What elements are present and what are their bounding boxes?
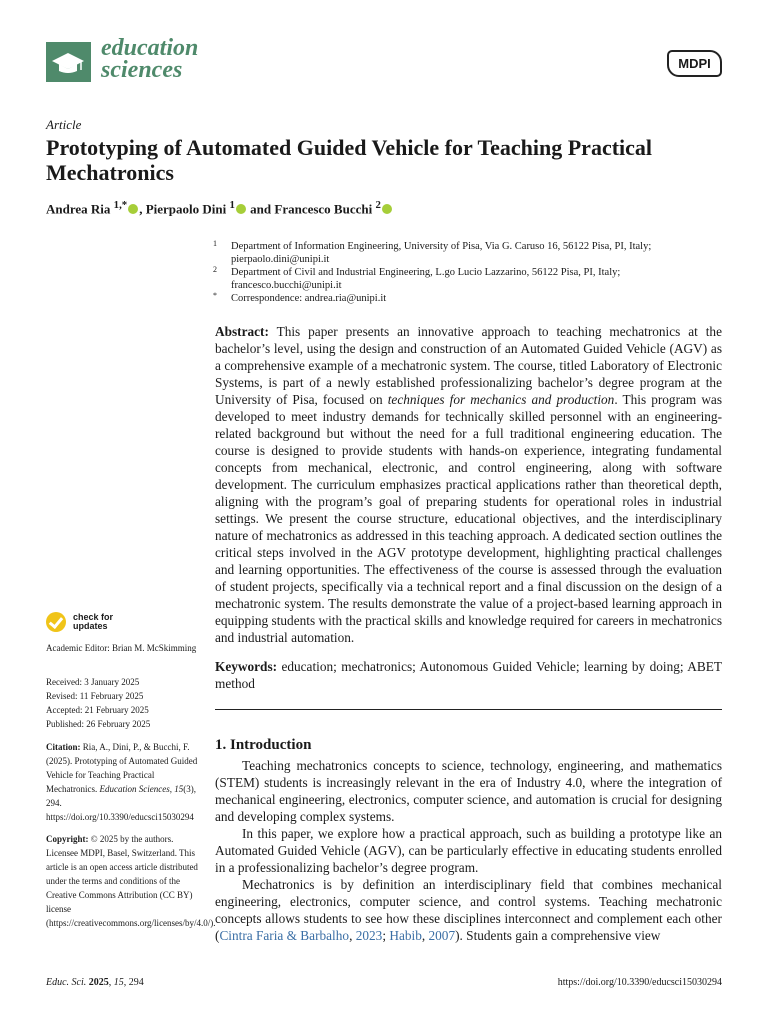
orcid-icon[interactable] — [382, 204, 392, 214]
affiliation-mark: * — [213, 291, 217, 300]
keywords-text: education; mechatronics; Autonomous Guided Vehicle; learning by doing; ABET method — [215, 659, 722, 691]
abstract-label: Abstract: — [215, 324, 269, 339]
paragraph: In this paper, we explore how a practical approach, such as building a prototype like an Automated Guided Vehicle (AGV), can be particularly effective in educating students enrolled in a professionalizing bachelor’s degree program. — [215, 826, 722, 875]
checkmark-icon — [46, 612, 66, 632]
citation-block — [46, 740, 206, 824]
affiliation-item — [213, 266, 733, 292]
introduction-body — [215, 757, 722, 944]
article-title: Prototyping of Automated Guided Vehicle for Teaching Practical Mechatronics — [46, 135, 653, 185]
author-list — [46, 199, 393, 217]
abstract — [215, 323, 722, 646]
affiliation-mark: 1 — [213, 239, 217, 248]
copyright-block — [46, 832, 216, 930]
author-separator: and — [246, 201, 275, 217]
citation-link[interactable]: 2023 — [355, 928, 383, 943]
footer-doi-link[interactable]: https://doi.org/10.3390/educsci15030294 — [557, 977, 722, 988]
section-heading: 1. Introduction — [215, 737, 312, 753]
keywords — [215, 658, 722, 692]
journal-name-line2: sciences — [101, 57, 183, 83]
footer-article-no: , 294 — [123, 977, 144, 988]
mdpi-logo: MDPI — [667, 50, 722, 77]
author-name[interactable]: Francesco Bucchi — [274, 201, 373, 217]
journal-name-line1: education — [101, 35, 199, 61]
citation-text: Ria, A., Dini, P., & Bucchi, F. (2025). Prototyping of Automated Guided Vehicle for Teaching Practical Mechatronics. — [46, 742, 198, 794]
orcid-icon[interactable] — [128, 204, 138, 214]
orcid-icon[interactable] — [236, 204, 246, 214]
citation-journal: Education Sciences, 15 — [99, 784, 184, 794]
citation-label: Citation: — [46, 742, 81, 752]
abstract-text: This paper presents an innovative approach to teaching mechatronics at the bachelor’s level, using the design and construction of an Automated Guided Vehicle (AGV) as a comprehensive example of a mechatronic system. The course, titled Laboratory of Electronic Systems, is part of a newly established professionalizing bachelor’s degree program at the University of Pisa, focused on — [215, 324, 722, 407]
abstract-text: . This program was developed to meet industry demands for technically skilled personnel with an engineering-related background but without the need for a full traditional engineering education. The course is designed to provide students with hands-on experience, integrating fundamental concepts from mechanical, electronic, and control engineering, along with software development. The curriculum emphasizes practical applications rather than theoretical depth, aligning with the program’s goal of preparing students for operational roles in industrial settings. We present the course structure, educational objectives, and the interdisciplinary nature of mechatronics as addressed in this teaching approach. A dedicated section outlines the critical steps involved in the AGV prototype development, highlighting practical challenges and learning opportunities. The effectiveness of the course is assessed through the evaluation of student projects, specifically via a technical report and a final discussion on the design of a mechatronic system. The results demonstrate the value of a project-based learning approach in equipping students with the practical skills and knowledge required for careers in mechatronics and industrial automation. — [215, 392, 722, 645]
abstract-emphasis: techniques for mechanics and production — [387, 392, 615, 407]
author-affil-mark: 1,* — [113, 199, 128, 211]
check-for-updates-badge[interactable] — [46, 612, 113, 632]
academic-editor: Academic Editor: Brian M. McSkimming — [46, 643, 197, 653]
accepted-date: Accepted: 21 February 2025 — [46, 705, 149, 715]
published-date: Published: 26 February 2025 — [46, 719, 151, 729]
section-divider — [215, 709, 722, 710]
footer-journal-ref: Educ. Sci. 2025, 15, 294 — [46, 977, 144, 988]
affiliation-item — [213, 240, 733, 266]
affiliation-text: Department of Information Engineering, University of Pisa, Via G. Caruso 16, 56122 Pisa, PI, Italy; pierpaolo.dini@unipi.it — [231, 241, 652, 265]
paragraph: Teaching mechatronics concepts to science, technology, engineering, and mathematics (STEM) students is increasingly relevant in the era of Industry 4.0, where the integration of mechanical engineering, electronics, computer science, and automation is crucial for designing and developing complex systems. — [215, 758, 722, 824]
received-date: Received: 3 January 2025 — [46, 677, 140, 687]
footer-volume: 15 — [113, 977, 124, 988]
footer-journal-abbr: Educ. Sci. — [46, 977, 87, 988]
copyright-text: © 2025 by the authors. Licensee MDPI, Basel, Switzerland. This article is an open access article distributed under the terms and conditions of the Creative Commons Attribution (CC BY) license (https://creativecommons.org/licenses/by/4.0/). — [46, 834, 216, 928]
check-for-updates-label — [73, 613, 113, 631]
affiliation-item — [213, 292, 733, 305]
author-affil-mark: 1 — [229, 199, 235, 211]
paragraph-text: Mechatronics is by definition an interdisciplinary field that combines mechanical engineering, electronics, computer science, and control systems. Teaching mechatronic concepts allows students to see how these disciplines interconnect and complement each other ( — [215, 877, 722, 943]
affiliations — [213, 240, 733, 305]
article-type: Article — [46, 117, 82, 132]
author-name[interactable]: Pierpaolo Dini — [145, 201, 227, 217]
check-line1: check for — [73, 612, 114, 622]
revised-date: Revised: 11 February 2025 — [46, 691, 144, 701]
citation-link[interactable]: Cintra Faria & Barbalho — [219, 928, 350, 943]
footer-year: 2025 — [88, 977, 109, 988]
paragraph: Mechatronics is by definition an interdisciplinary field that combines mechanical engineering, electronics, computer science, and control systems. Teaching mechatronic concepts allows students to see how these disciplines interconnect and complement each other (Cintra Faria & Barbalho, 2023; Habib, 2007). Students gain a comprehensive view — [215, 877, 722, 943]
journal-name — [101, 37, 198, 81]
copyright-label: Copyright: — [46, 834, 89, 844]
citation-link[interactable]: 2007 — [428, 928, 456, 943]
paragraph-text: ). Students gain a comprehensive view — [455, 928, 661, 943]
citation-separator: ; — [382, 928, 390, 943]
keywords-label: Keywords: — [215, 659, 278, 674]
citation-rest[interactable]: (3), 294. https://doi.org/10.3390/educsci15030294 — [46, 784, 196, 822]
journal-logo-icon — [46, 42, 91, 82]
affiliation-mark: 2 — [213, 265, 217, 274]
author-separator: , — [139, 201, 146, 217]
affiliation-text: Correspondence: andrea.ria@unipi.it — [231, 293, 387, 304]
affiliation-text: Department of Civil and Industrial Engineering, L.go Lucio Lazzarino, 56122 Pisa, PI, Italy; francesco.bucchi@unipi.it — [231, 267, 621, 291]
publication-dates — [46, 675, 206, 731]
citation-link[interactable]: Habib — [389, 928, 422, 943]
author-name[interactable]: Andrea Ria — [46, 201, 111, 217]
check-line2: updates — [73, 621, 108, 631]
author-affil-mark: 2 — [375, 199, 381, 211]
